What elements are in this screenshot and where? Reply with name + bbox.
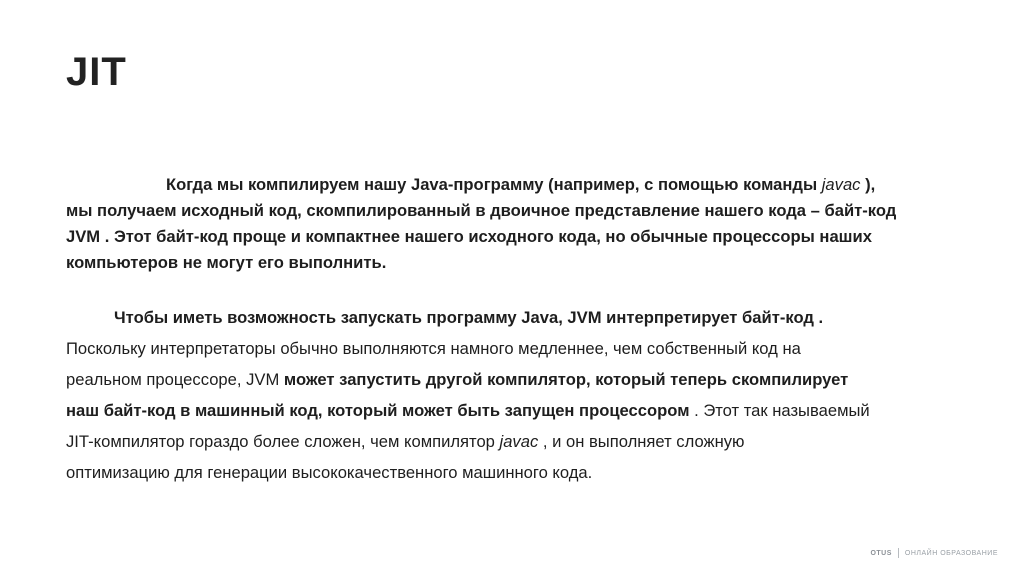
paragraph-compilation	[66, 172, 966, 276]
p2-text-4: реальном процессоре, JVM	[66, 370, 284, 389]
p2-text-10: оптимизацию для генерации высококачественного машинного кода.	[66, 463, 593, 482]
paragraph-jit	[66, 302, 966, 488]
p2-text-8: JIT-компилятор гораздо более сложен, чем компилятор	[66, 432, 500, 451]
slide-title: JIT	[66, 50, 127, 94]
footer-branding	[870, 548, 998, 558]
p1-text-1: Когда мы компилируем нашу Java-программу (например, с помощью команды	[166, 175, 822, 194]
p1-text-3: мы получаем исходный код, скомпилированный в двоичное представление нашего кода – байт-код	[66, 201, 897, 220]
footer-divider	[898, 548, 899, 558]
p2-javac: javac	[499, 432, 539, 451]
p2-text-3: Поскольку интерпретаторы обычно выполняются намного медленнее, чем собственный код на	[66, 339, 801, 358]
p2-text-7: . Этот так называемый	[689, 401, 870, 420]
p2-text-6: наш байт-код в машинный код, который может быть запущен процессором	[66, 401, 690, 420]
p2-text-2: .	[813, 308, 824, 327]
p1-text-5: . Этот байт-код проще и компактнее нашего исходного кода, но обычные процессоры наших	[100, 227, 872, 246]
p1-text-2: ),	[860, 175, 876, 194]
otus-logo: OTUS	[870, 549, 892, 557]
footer-tagline: ОНЛАЙН ОБРАЗОВАНИЕ	[904, 549, 998, 557]
p2-text-1: Чтобы иметь возможность запускать программу Java, JVM интерпретирует байт-код	[114, 308, 814, 327]
p2-text-9: , и он выполняет сложную	[538, 432, 745, 451]
p2-text-5: может запустить другой компилятор, который теперь скомпилирует	[283, 370, 849, 389]
p1-text-4: JVM	[66, 227, 101, 246]
p1-javac: javac	[821, 175, 861, 194]
p1-text-6: компьютеров не могут его выполнить.	[66, 253, 387, 272]
